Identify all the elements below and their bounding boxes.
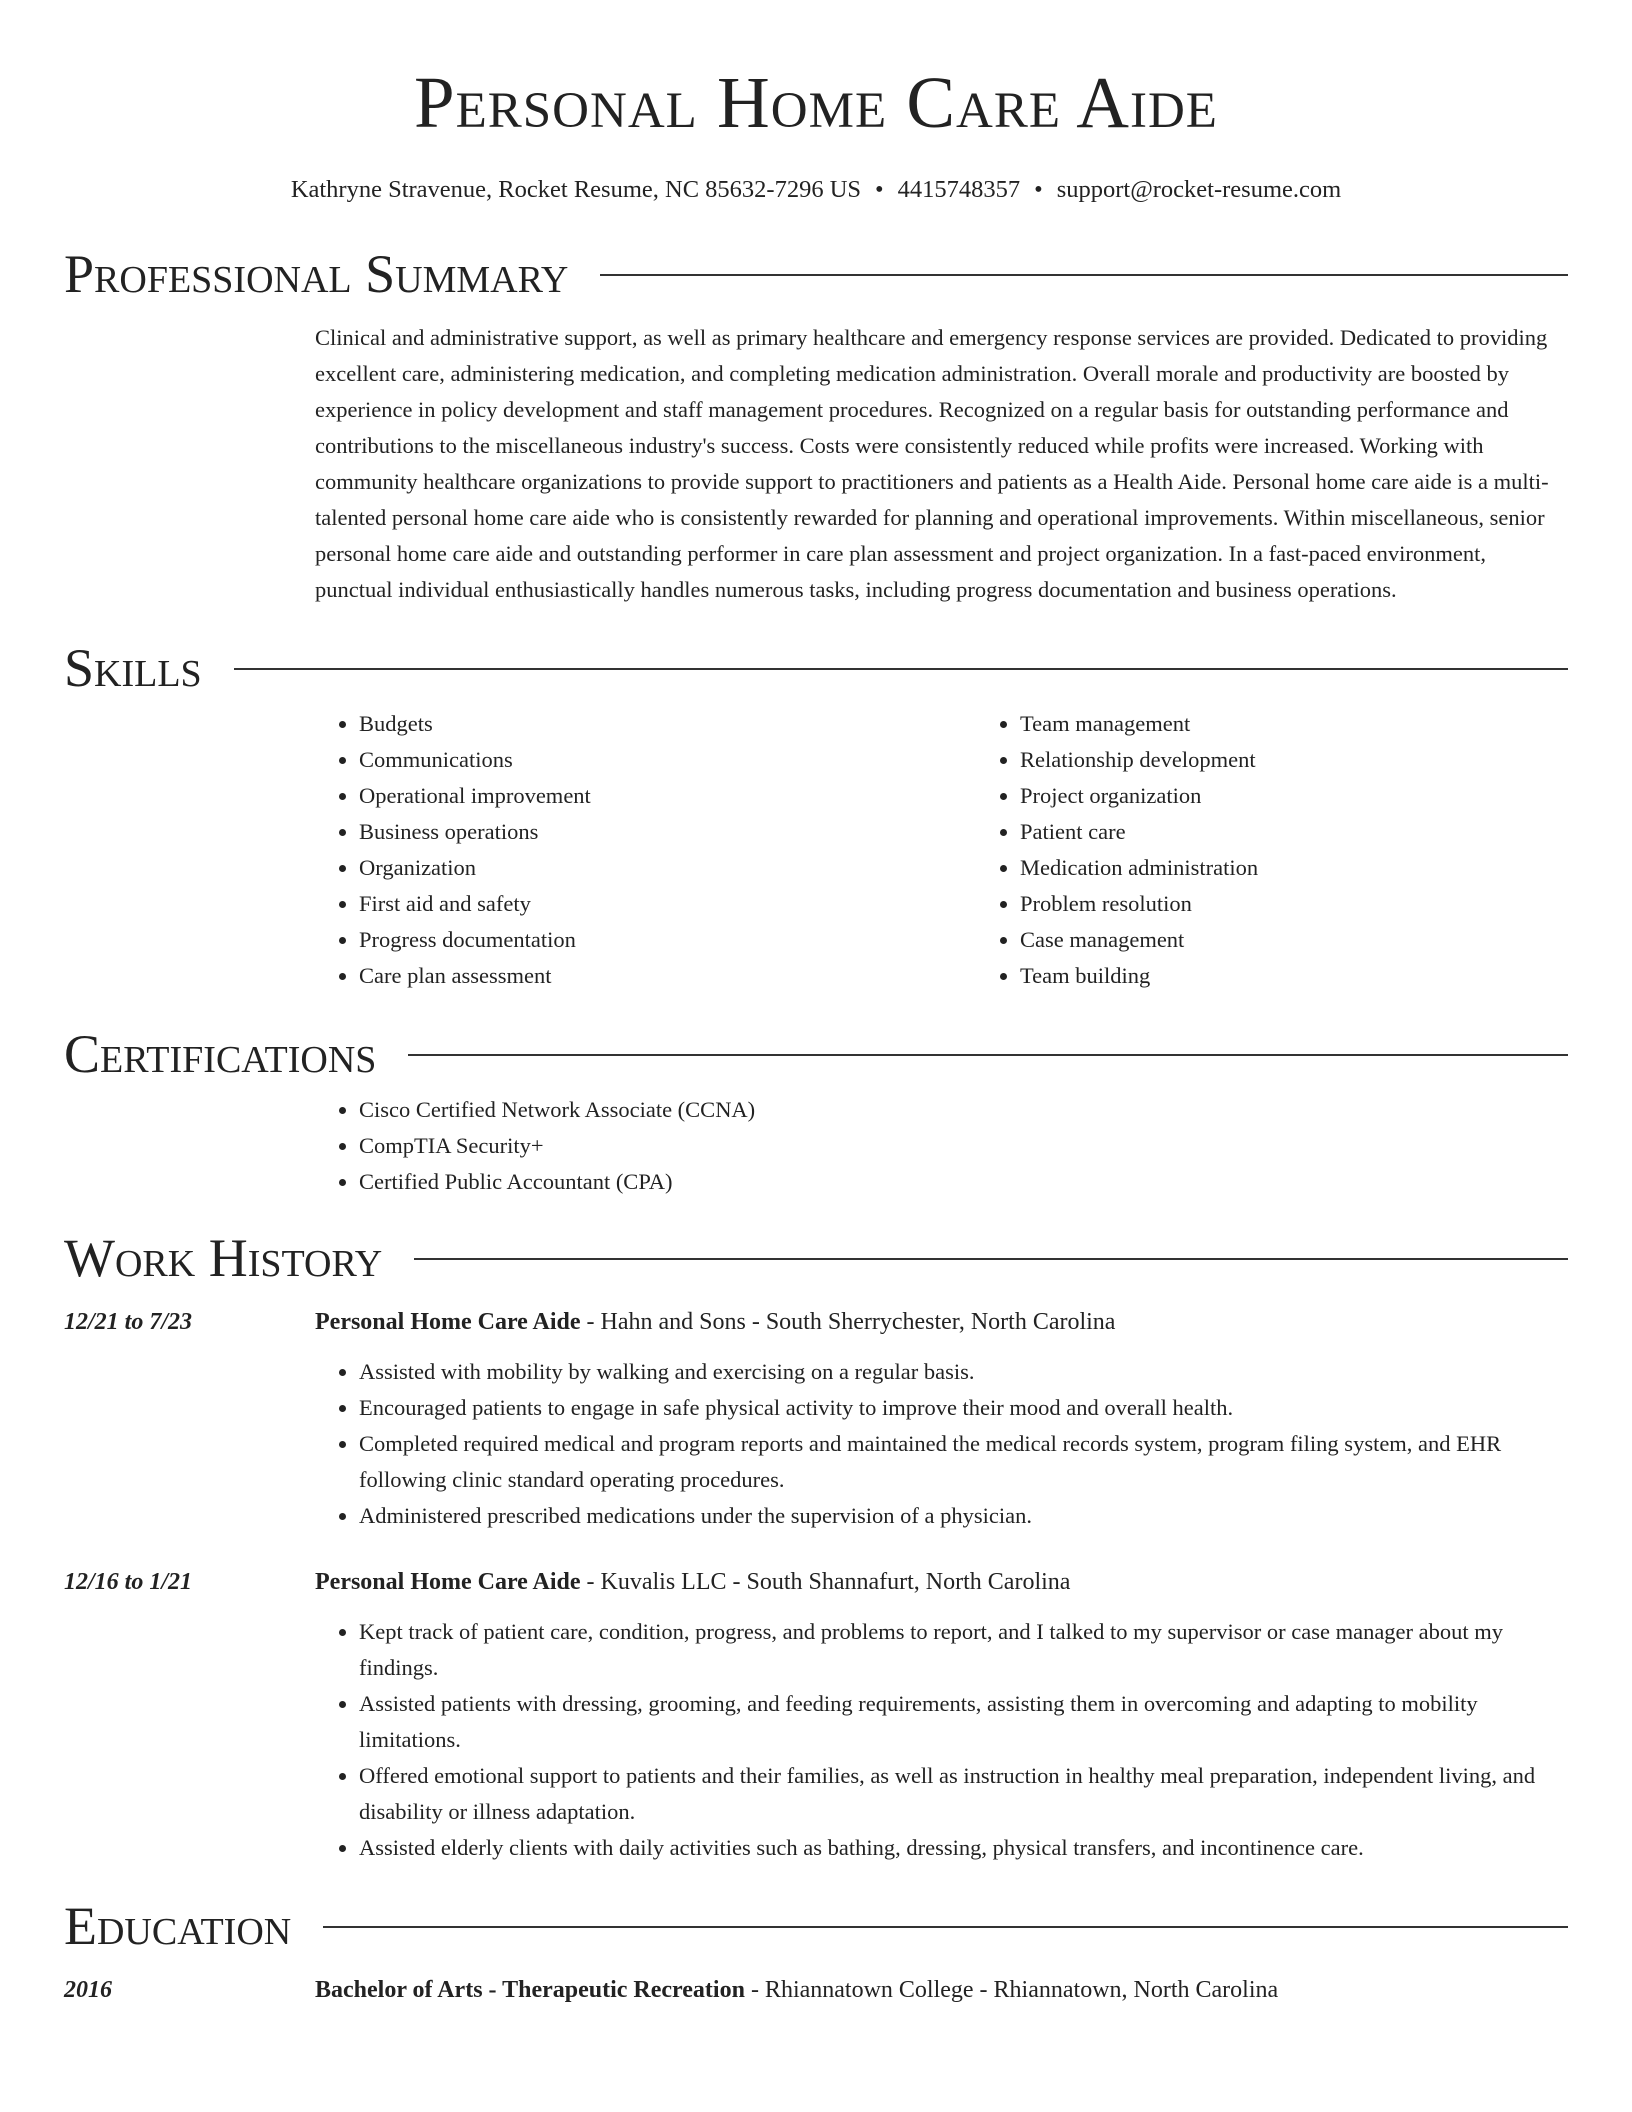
- skill-item: • Operational improvement: [359, 778, 976, 814]
- job-heading: [315, 1304, 1568, 1340]
- work-history-section-header: [64, 1226, 1568, 1290]
- certification-item: • CompTIA Security+: [359, 1128, 1568, 1164]
- skill-item: • Case management: [1020, 922, 1632, 958]
- summary-section: [315, 320, 1568, 608]
- contact-phone: 4415748357: [897, 176, 1021, 203]
- job-bullet: • Kept track of patient care, condition, progress, and problems to report, and I talked to my supervisor or case manager about my findings.: [359, 1614, 1568, 1686]
- job-bullet: • Encouraged patients to engage in safe physical activity to improve their mood and overall health.: [359, 1390, 1568, 1426]
- job-bullet: • Assisted elderly clients with daily activities such as bathing, dressing, physical transfers, and incontinence care.: [359, 1830, 1568, 1866]
- skill-item: • First aid and safety: [359, 886, 976, 922]
- certifications-list: [315, 1092, 1568, 1200]
- job-bullet: • Completed required medical and program reports and maintained the medical records system, program filing system, and EHR following clinic standard operating procedures.: [359, 1426, 1568, 1498]
- work-history-heading: Work History: [64, 1228, 383, 1288]
- section-divider: [408, 1054, 1568, 1056]
- skills-section-header: [64, 636, 1568, 700]
- education-school-location: - Rhiannatown College - Rhiannatown, North Carolina: [744, 1977, 1279, 2003]
- skill-item: • Medication administration: [1020, 850, 1632, 886]
- contact-separator: •: [1034, 176, 1043, 203]
- contact-address: Kathryne Stravenue, Rocket Resume, NC 85632-7296 US: [290, 176, 862, 203]
- skill-item: • Business operations: [359, 814, 976, 850]
- job-bullet: • Offered emotional support to patients and their families, as well as instruction in healthy meal preparation, independent living, and disability or illness adaptation.: [359, 1758, 1568, 1830]
- job-bullet: • Assisted with mobility by walking and exercising on a regular basis.: [359, 1354, 1568, 1390]
- skills-column-left: [315, 706, 976, 994]
- resume-title: Personal Home Care Aide: [414, 62, 1218, 143]
- skills-heading: Skills: [64, 638, 202, 698]
- summary-text: Clinical and administrative support, as well as primary healthcare and emergency response services are provided. Dedicated to providing excellent care, administering medication, and completing medication administration. Overall morale and productivity are boosted by experience in policy development and staff management procedures. Recognized on a regular basis for outstanding performance and contributions to the miscellaneous industry's success. Costs were consistently reduced while profits were increased. Working with community healthcare organizations to provide support to practitioners and patients as a Health Aide. Personal home care aide is a multi-talented personal home care aide who is consistently rewarded for planning and operational improvements. Within miscellaneous, senior personal home care aide and outstanding performer in care plan assessment and project organization. In a fast-paced environment, punctual individual enthusiastically handles numerous tasks, including progress documentation and business operations.: [315, 325, 1549, 602]
- skill-item: • Project organization: [1020, 778, 1632, 814]
- skills-list: [315, 706, 1568, 994]
- section-divider: [414, 1258, 1568, 1260]
- job-entry: [64, 1564, 1568, 1866]
- job-entry: [64, 1304, 1568, 1534]
- skills-column-right: [976, 706, 1632, 994]
- skill-item: • Progress documentation: [359, 922, 976, 958]
- education-year: 2016: [64, 1977, 112, 2003]
- skill-item: • Care plan assessment: [359, 958, 976, 994]
- job-heading: [315, 1564, 1568, 1600]
- certification-item: • Cisco Certified Network Associate (CCNA): [359, 1092, 1568, 1128]
- skill-item: • Budgets: [359, 706, 976, 742]
- job-dates: 12/21 to 7/23: [64, 1309, 193, 1335]
- skill-item: • Team building: [1020, 958, 1632, 994]
- education-entry: [64, 1972, 1568, 2008]
- contact-email: support@rocket-resume.com: [1056, 176, 1342, 203]
- education-heading-line: [315, 1972, 1568, 2008]
- summary-section-header: [64, 242, 1568, 306]
- skill-item: • Relationship development: [1020, 742, 1632, 778]
- section-divider: [234, 668, 1568, 670]
- skill-item: • Organization: [359, 850, 976, 886]
- skill-item: • Communications: [359, 742, 976, 778]
- certification-item: • Certified Public Accountant (CPA): [359, 1164, 1568, 1200]
- summary-heading: Professional Summary: [64, 244, 569, 304]
- job-bullet: • Assisted patients with dressing, grooming, and feeding requirements, assisting them in overcoming and adapting to mobility limitations.: [359, 1686, 1568, 1758]
- job-bullets: [315, 1354, 1568, 1534]
- section-divider: [323, 1926, 1568, 1928]
- section-divider: [600, 274, 1568, 276]
- job-title: Personal Home Care Aide: [315, 1569, 581, 1595]
- job-employer-location: - Kuvalis LLC - South Shannafurt, North Carolina: [580, 1569, 1071, 1595]
- education-degree: Bachelor of Arts - Therapeutic Recreation: [315, 1977, 745, 2003]
- job-bullet: • Administered prescribed medications under the supervision of a physician.: [359, 1498, 1568, 1534]
- job-employer-location: - Hahn and Sons - South Sherrychester, North Carolina: [580, 1309, 1116, 1335]
- education-section-header: [64, 1894, 1568, 1958]
- resume-page: [64, 0, 1568, 2008]
- skill-item: • Patient care: [1020, 814, 1632, 850]
- skill-item: • Problem resolution: [1020, 886, 1632, 922]
- skill-item: • Team management: [1020, 706, 1632, 742]
- education-heading: Education: [64, 1896, 292, 1956]
- contact-line: [64, 174, 1568, 206]
- job-title: Personal Home Care Aide: [315, 1309, 581, 1335]
- job-dates: 12/16 to 1/21: [64, 1569, 193, 1595]
- certifications-section-header: [64, 1022, 1568, 1086]
- certifications-heading: Certifications: [64, 1024, 377, 1084]
- contact-separator: •: [875, 176, 884, 203]
- job-bullets: [315, 1614, 1568, 1866]
